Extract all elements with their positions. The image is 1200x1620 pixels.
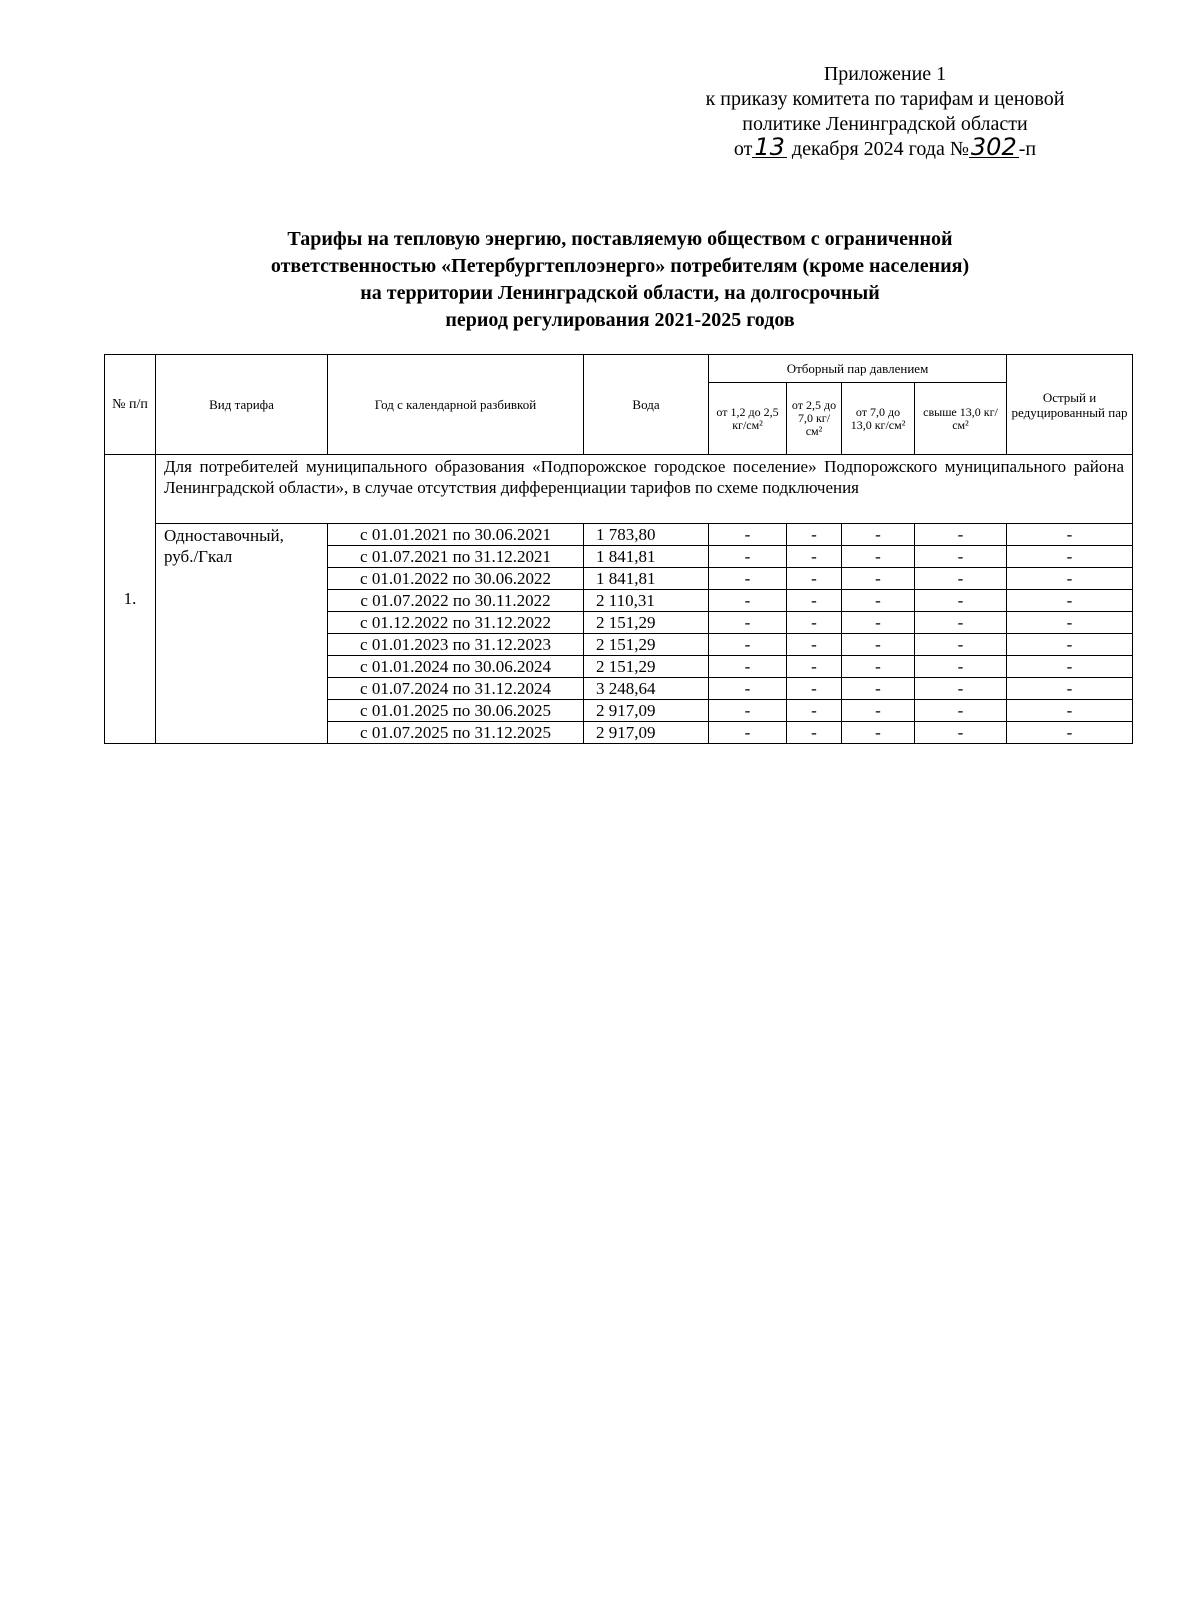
water-tariff-cell: 1 783,80 — [584, 524, 709, 546]
header-steam-group: Отборный пар давлением — [709, 355, 1007, 383]
title-line-3: на территории Ленинградской области, на долгосрочный — [360, 282, 880, 304]
empty-tariff-cell: - — [709, 568, 787, 590]
title-line-2: ответственностью «Петербургтеплоэнерго» потребителям (кроме населения) — [270, 255, 970, 277]
date-prefix: от — [733, 138, 753, 160]
period-cell: с 01.01.2025 по 30.06.2025 — [328, 700, 584, 722]
handwritten-order-number: 302 — [970, 133, 1017, 161]
empty-tariff-cell: - — [787, 568, 842, 590]
empty-tariff-cell: - — [787, 722, 842, 744]
empty-tariff-cell: - — [842, 722, 915, 744]
empty-tariff-cell: - — [709, 590, 787, 612]
empty-tariff-cell: - — [709, 524, 787, 546]
document-title — [120, 226, 1120, 334]
empty-tariff-cell: - — [1007, 524, 1133, 546]
water-tariff-cell: 2 917,09 — [584, 722, 709, 744]
water-tariff-cell: 2 151,29 — [584, 634, 709, 656]
empty-tariff-cell: - — [787, 524, 842, 546]
empty-tariff-cell: - — [915, 700, 1007, 722]
empty-tariff-cell: - — [915, 546, 1007, 568]
empty-tariff-cell: - — [1007, 568, 1133, 590]
empty-tariff-cell: - — [915, 634, 1007, 656]
empty-tariff-cell: - — [709, 700, 787, 722]
period-cell: с 01.01.2024 по 30.06.2024 — [328, 656, 584, 678]
empty-tariff-cell: - — [842, 678, 915, 700]
row-number: 1. — [105, 455, 156, 744]
water-tariff-cell: 2 151,29 — [584, 656, 709, 678]
empty-tariff-cell: - — [787, 590, 842, 612]
empty-tariff-cell: - — [709, 656, 787, 678]
empty-tariff-cell: - — [1007, 700, 1133, 722]
period-cell: с 01.01.2021 по 30.06.2021 — [328, 524, 584, 546]
header-num: № п/п — [105, 355, 156, 455]
empty-tariff-cell: - — [842, 546, 915, 568]
empty-tariff-cell: - — [1007, 612, 1133, 634]
appendix-line-2: к приказу комитета по тарифам и ценовой — [705, 88, 1065, 110]
empty-tariff-cell: - — [709, 546, 787, 568]
water-tariff-cell: 1 841,81 — [584, 546, 709, 568]
empty-tariff-cell: - — [1007, 656, 1133, 678]
empty-tariff-cell: - — [709, 678, 787, 700]
empty-tariff-cell: - — [842, 634, 915, 656]
empty-tariff-cell: - — [1007, 678, 1133, 700]
date-middle: декабря 2024 года № — [791, 138, 969, 160]
empty-tariff-cell: - — [1007, 546, 1133, 568]
empty-tariff-cell: - — [787, 678, 842, 700]
empty-tariff-cell: - — [787, 656, 842, 678]
empty-tariff-cell: - — [842, 612, 915, 634]
table-body — [105, 455, 1133, 744]
empty-tariff-cell: - — [915, 568, 1007, 590]
water-tariff-cell: 3 248,64 — [584, 678, 709, 700]
empty-tariff-cell: - — [709, 634, 787, 656]
water-tariff-cell: 2 110,31 — [584, 590, 709, 612]
handwritten-day: 13 — [754, 133, 785, 161]
period-cell: с 01.01.2022 по 30.06.2022 — [328, 568, 584, 590]
empty-tariff-cell: - — [842, 590, 915, 612]
appendix-line-1: Приложение 1 — [823, 63, 947, 85]
empty-tariff-cell: - — [842, 524, 915, 546]
water-tariff-cell: 2 151,29 — [584, 612, 709, 634]
empty-tariff-cell: - — [787, 634, 842, 656]
empty-tariff-cell: - — [709, 612, 787, 634]
header-water: Вода — [584, 355, 709, 455]
empty-tariff-cell: - — [842, 700, 915, 722]
water-tariff-cell: 2 917,09 — [584, 700, 709, 722]
water-tariff-cell: 1 841,81 — [584, 568, 709, 590]
empty-tariff-cell: - — [787, 612, 842, 634]
empty-tariff-cell: - — [842, 656, 915, 678]
title-line-4: период регулирования 2021-2025 годов — [445, 309, 795, 331]
header-pressure-1: от 1,2 до 2,5 кг/см² — [709, 383, 787, 455]
title-line-1: Тарифы на тепловую энергию, поставляемую обществом с ограниченной — [287, 228, 953, 250]
period-cell: с 01.07.2024 по 31.12.2024 — [328, 678, 584, 700]
empty-tariff-cell: - — [1007, 590, 1133, 612]
period-cell: с 01.07.2025 по 31.12.2025 — [328, 722, 584, 744]
empty-tariff-cell: - — [915, 612, 1007, 634]
header-tariff-type: Вид тарифа — [156, 355, 328, 455]
order-suffix: -п — [1018, 138, 1037, 160]
tariff-table — [104, 354, 1133, 744]
header-pressure-3: от 7,0 до 13,0 кг/см² — [842, 383, 915, 455]
empty-tariff-cell: - — [915, 590, 1007, 612]
empty-tariff-cell: - — [915, 722, 1007, 744]
empty-tariff-cell: - — [787, 546, 842, 568]
empty-tariff-cell: - — [709, 722, 787, 744]
header-period: Год с календарной разбивкой — [328, 355, 584, 455]
appendix-header — [640, 62, 1130, 162]
appendix-line-3: политике Ленинградской области — [742, 113, 1028, 135]
header-pressure-2: от 2,5 до 7,0 кг/см² — [787, 383, 842, 455]
empty-tariff-cell: - — [842, 568, 915, 590]
empty-tariff-cell: - — [915, 656, 1007, 678]
empty-tariff-cell: - — [787, 700, 842, 722]
period-cell: с 01.07.2022 по 30.11.2022 — [328, 590, 584, 612]
consumer-group: Для потребителей муниципального образования «Подпорожское городское поселение» Подпорожского муниципального района Ленинградской области», в случае отсутствия дифференциации тарифов по схеме подключения — [156, 455, 1133, 524]
tariff-type: Одноставочный, руб./Гкал — [156, 524, 328, 744]
empty-tariff-cell: - — [915, 678, 1007, 700]
period-cell: с 01.12.2022 по 31.12.2022 — [328, 612, 584, 634]
table-row — [105, 524, 1133, 546]
table-header — [105, 355, 1133, 455]
empty-tariff-cell: - — [1007, 634, 1133, 656]
header-pressure-4: свыше 13,0 кг/см² — [915, 383, 1007, 455]
header-sharp-steam: Острый и редуцированный пар — [1007, 355, 1133, 455]
period-cell: с 01.01.2023 по 31.12.2023 — [328, 634, 584, 656]
empty-tariff-cell: - — [1007, 722, 1133, 744]
empty-tariff-cell: - — [915, 524, 1007, 546]
period-cell: с 01.07.2021 по 31.12.2021 — [328, 546, 584, 568]
appendix-date-line — [640, 133, 1130, 162]
